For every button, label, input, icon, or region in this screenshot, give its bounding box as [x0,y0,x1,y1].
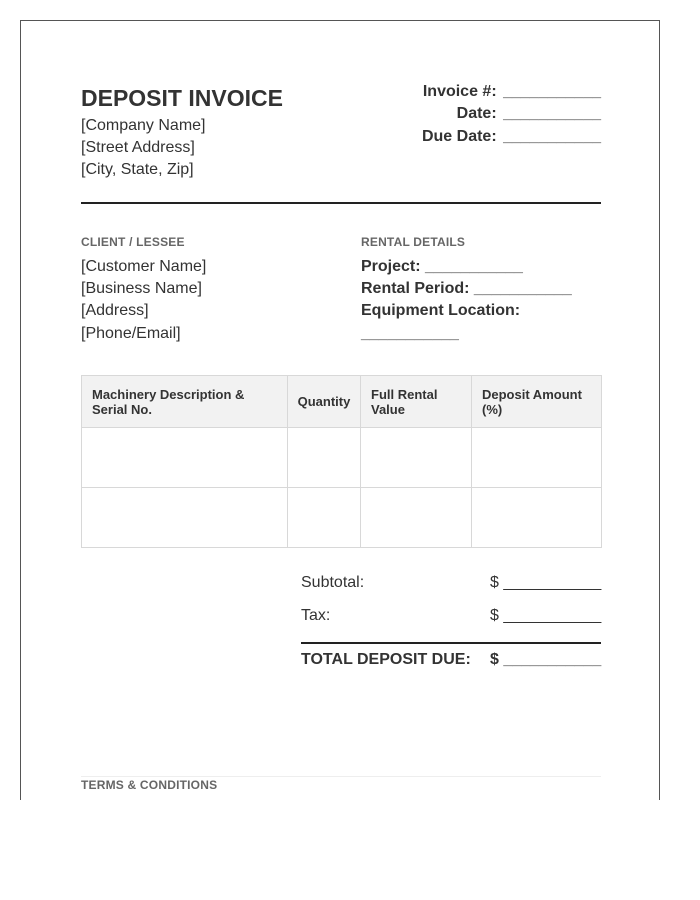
table-cell-quantity[interactable] [288,428,361,488]
total-deposit-due-label: TOTAL DEPOSIT DUE: [301,651,471,668]
date-field[interactable]: ___________ [503,105,601,122]
table-cell-deposit-amount[interactable] [472,428,602,488]
column-header-full-rental-value: Full Rental Value [361,376,472,428]
table-header-row [82,376,602,428]
rental-period-field[interactable]: ___________ [473,280,572,297]
table-cell-quantity[interactable] [288,488,361,548]
city-state-zip: [City, State, Zip] [81,161,194,178]
tax-label: Tax: [301,607,331,624]
table-row [82,488,602,548]
company-name: [Company Name] [81,117,206,134]
rental-heading: RENTAL DETAILS [361,235,466,249]
project-label: Project: [361,258,421,275]
total-divider [301,642,601,644]
items-table [81,375,602,548]
table-cell-description[interactable] [82,428,288,488]
tax-field[interactable]: $ ___________ [490,607,602,624]
total-deposit-due-field[interactable]: $ ___________ [490,651,602,668]
header-divider [81,202,601,204]
date-label: Date: [456,105,497,122]
client-heading: CLIENT / LESSEE [81,235,185,249]
customer-name: [Customer Name] [81,258,207,275]
subtotal-field[interactable]: $ ___________ [490,574,602,591]
business-name: [Business Name] [81,280,202,297]
client-address: [Address] [81,302,149,319]
equipment-location-label: Equipment Location: [361,302,521,319]
terms-heading: TERMS & CONDITIONS [81,778,218,792]
equipment-location-field[interactable]: ___________ [361,325,459,342]
column-header-deposit-amount: Deposit Amount (%) [472,376,602,428]
document-title: DEPOSIT INVOICE [81,85,283,111]
client-phone-email: [Phone/Email] [81,325,181,342]
street-address: [Street Address] [81,139,195,156]
due-date-label: Due Date: [421,128,497,145]
subtotal-label: Subtotal: [301,574,365,591]
date-row [457,105,601,123]
due-date-field[interactable]: ___________ [503,128,601,145]
rental-period-row [361,280,572,298]
table-cell-full-rental-value[interactable] [361,488,472,548]
table-cell-description[interactable] [82,488,288,548]
due-date-row [422,128,601,146]
rental-period-label: Rental Period: [361,280,470,297]
table-row [82,428,602,488]
column-header-description: Machinery Description & Serial No. [82,376,288,428]
invoice-number-row [423,83,601,101]
invoice-number-label: Invoice #: [422,83,497,100]
invoice-number-field[interactable]: ___________ [503,83,601,100]
project-field[interactable]: ___________ [425,258,523,275]
terms-divider [81,776,601,777]
project-row [361,258,523,276]
table-cell-full-rental-value[interactable] [361,428,472,488]
column-header-quantity: Quantity [288,376,361,428]
table-cell-deposit-amount[interactable] [472,488,602,548]
